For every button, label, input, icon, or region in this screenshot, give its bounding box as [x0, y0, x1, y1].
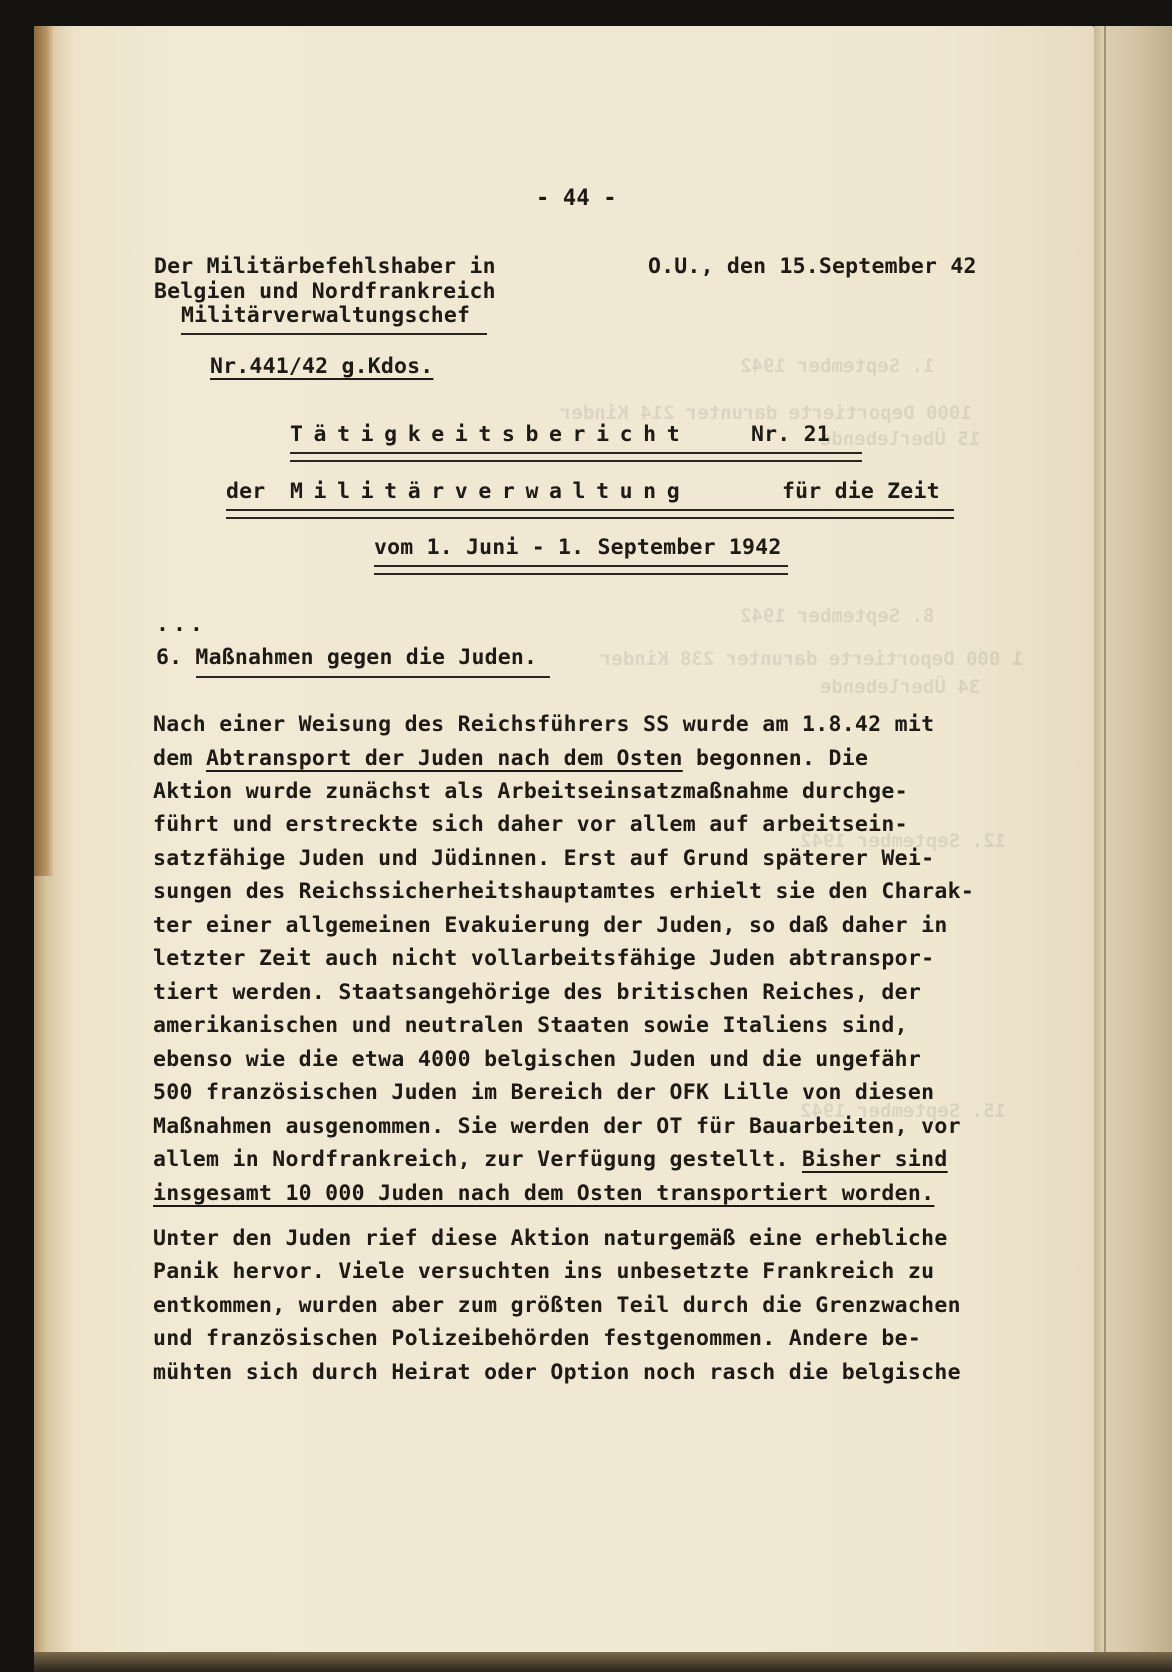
bleed-through-line: 12. September 1942 — [800, 830, 1006, 852]
bleed-through-line: 15 Überlebende — [820, 428, 981, 450]
paragraph-line: entkommen, wurden aber zum größten Teil durch die Grenzwachen — [153, 1293, 961, 1318]
section-heading: 6. Maßnahmen gegen die Juden. — [156, 645, 538, 670]
text-segment: allem in Nordfrankreich, zur Verfügung gestellt. — [153, 1147, 802, 1172]
sender-underline — [181, 333, 487, 335]
title-word: Tätigkeitsbericht — [290, 422, 691, 447]
text-segment: begonnen. Die — [682, 746, 869, 771]
paragraph-line: Panik hervor. Viele versuchten ins unbesetzte Frankreich zu — [153, 1259, 935, 1284]
paragraph-line: sungen des Reichssicherheitshauptamtes erhielt sie den Charak- — [153, 879, 975, 904]
text-segment: dem — [153, 746, 206, 771]
paragraph-line: mühten sich durch Heirat oder Option noch rasch die belgische — [153, 1360, 961, 1385]
section-heading-underline — [196, 676, 550, 678]
paragraph-line — [153, 746, 868, 771]
sender-line: Belgien und Nordfrankreich — [154, 279, 496, 304]
page-number: - 44 - — [536, 186, 617, 211]
paragraph-line: und französischen Polizeibehörden festgenommen. Andere be- — [153, 1326, 922, 1351]
paragraph-line: letzter Zeit auch nicht vollarbeitsfähige Juden abtranspor- — [153, 946, 935, 971]
title-double-rule — [374, 565, 788, 575]
paragraph-line: Unter den Juden rief diese Aktion naturgemäß eine erhebliche — [153, 1226, 948, 1251]
paragraph-line: tiert werden. Staatsangehörige des britischen Reiches, der — [153, 980, 922, 1005]
paragraph-line: satzfähige Juden und Jüdinnen. Erst auf Grund späterer Wei- — [153, 846, 935, 871]
paragraph-line: 500 französischen Juden im Bereich der OFK Lille von diesen — [153, 1080, 935, 1105]
bleed-through-line: 1000 Deportierte darunter 214 Kinder — [560, 402, 972, 424]
bleed-through-line: 1. September 1942 — [740, 355, 935, 377]
title-date-range: vom 1. Juni - 1. September 1942 — [374, 535, 782, 560]
paragraph-line: führt und erstreckte sich daher vor allem auf arbeitsein- — [153, 812, 908, 837]
bleed-through-line: 1 000 Deportierte darunter 238 Kinder — [600, 648, 1024, 670]
paragraph-line: ebenso wie die etwa 4000 belgischen Juden und die ungefähr — [153, 1047, 922, 1072]
adjacent-page-edge — [1094, 26, 1172, 1662]
bottom-edge — [34, 1652, 1172, 1672]
report-number: Nr. 21 — [751, 422, 830, 447]
title-word-2: Militärverwaltung — [290, 479, 691, 504]
paragraph-line: Aktion wurde zunächst als Arbeitseinsatzmaßnahme durchge- — [153, 779, 908, 804]
ellipsis: ... — [156, 612, 207, 637]
title-double-rule — [226, 509, 954, 519]
paragraph-line: amerikanischen und neutralen Staaten sowie Italiens sind, — [153, 1013, 908, 1038]
title-period-label: für die Zeit — [782, 479, 940, 504]
reference-number: Nr.441/42 g.Kdos. — [210, 354, 434, 379]
paragraph-line: Nach einer Weisung des Reichsführers SS wurde am 1.8.42 mit — [153, 712, 935, 737]
paragraph-line: Maßnahmen ausgenommen. Sie werden der OT für Bauarbeiten, vor — [153, 1114, 961, 1139]
bleed-through-line: 8. September 1942 — [740, 605, 935, 627]
title-double-rule — [290, 452, 862, 462]
sender-line: Militärverwaltungschef — [181, 303, 471, 328]
paragraph-line — [153, 1147, 948, 1172]
place-date: O.U., den 15.September 42 — [648, 254, 977, 279]
sender-line: Der Militärbefehlshaber in — [154, 254, 496, 279]
paragraph-line: ter einer allgemeinen Evakuierung der Juden, so daß daher in — [153, 913, 948, 938]
underlined-phrase: insgesamt 10 000 Juden nach dem Osten transportiert worden. — [153, 1181, 935, 1206]
bleed-through-line: 15. September 1942 — [800, 1100, 1006, 1122]
underlined-phrase: Bisher sind — [801, 1147, 948, 1172]
underlined-phrase: Abtransport der Juden nach dem Osten — [205, 746, 683, 771]
page-edge-stain — [34, 26, 54, 876]
title-der: der — [226, 479, 266, 504]
bleed-through-line: 34 Überlebende — [820, 676, 981, 698]
